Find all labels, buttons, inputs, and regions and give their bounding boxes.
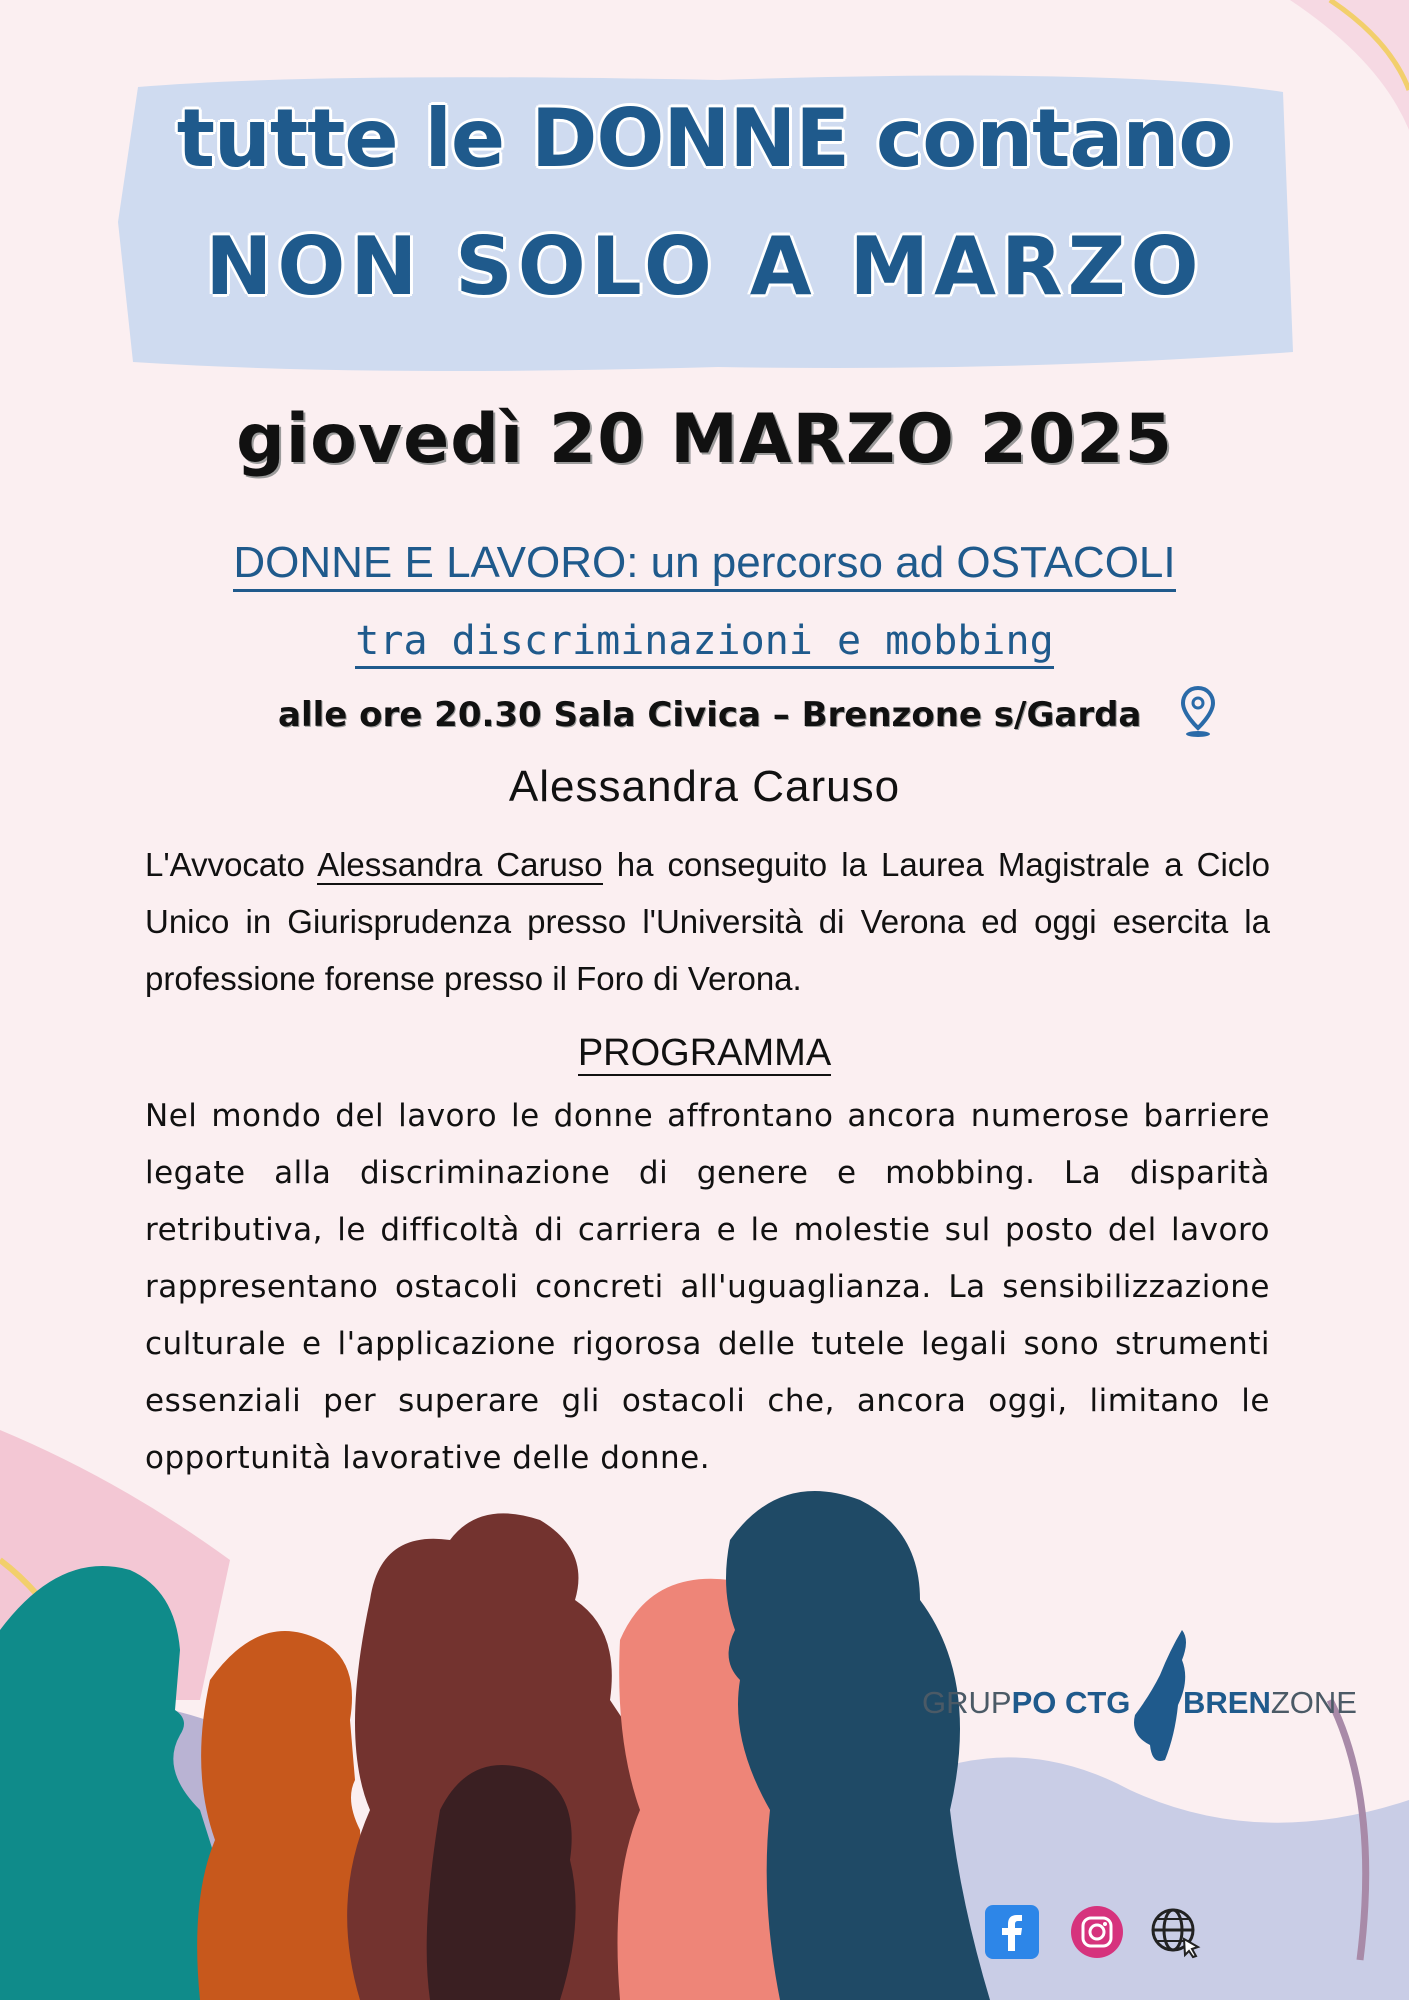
bio-prefix: L'Avvocato [145,846,318,883]
event-subtitle-2 [0,618,1409,664]
bio-name-link[interactable]: Alessandra Caruso [317,846,603,883]
programma-heading [0,1032,1409,1075]
instagram-icon[interactable] [1070,1905,1124,1959]
event-location: alle ore 20.30 Sala Civica – Brenzone s/Garda [278,695,1142,735]
event-subtitle-1-text: DONNE E LAVORO: un percorso ad OSTACOLI [233,538,1175,592]
event-subtitle-1 [0,538,1409,588]
title-line-1: tutte le DONNE contano [176,92,1233,185]
logo-text-right-light: ZONE [1270,1685,1357,1720]
logo-text-left-light: GRUP [922,1685,1012,1720]
event-subtitle-2-text: tra discriminazioni e mobbing [355,618,1053,669]
logo-text-right [1183,1685,1357,1721]
location-pin-icon [1180,686,1216,738]
programma-text: Nel mondo del lavoro le donne affrontano ancora numerose barriere legate alla discriminazione di genere e mobbing. La disparità retributiva, le difficoltà di carriera e le molestie sul posto del lavoro rappresentano ostacoli concreti all'uguaglianza. La sensibilizzazione culturale e l'applicazione rigorosa delle tutele legali sono strumenti essenziali per superare gli ostacoli che, ancora oggi, limitano le opportunità lavorative delle donne. [145,1098,1270,1476]
facebook-icon[interactable] [985,1905,1039,1959]
women-silhouettes-illustration [0,1480,1000,2000]
title-line-2: NON SOLO A MARZO [205,220,1204,313]
speaker-bio [145,836,1270,1007]
programma-heading-text: PROGRAMMA [577,1032,832,1074]
speaker-name: Alessandra Caruso [508,762,901,811]
bio-text: ha conseguito la Laurea Magistrale a Ciclo Unico in Giurisprudenza presso l'Università di Verona ed oggi esercita la professione forense presso il Foro di Verona. [145,846,1270,997]
logo-text-right-bold: BREN [1183,1685,1271,1720]
event-date: giovedì 20 MARZO 2025 [236,400,1173,479]
website-icon[interactable] [1148,1905,1202,1959]
logo-text-left [922,1685,1130,1721]
logo-text-left-bold: PO CTG [1011,1685,1131,1720]
